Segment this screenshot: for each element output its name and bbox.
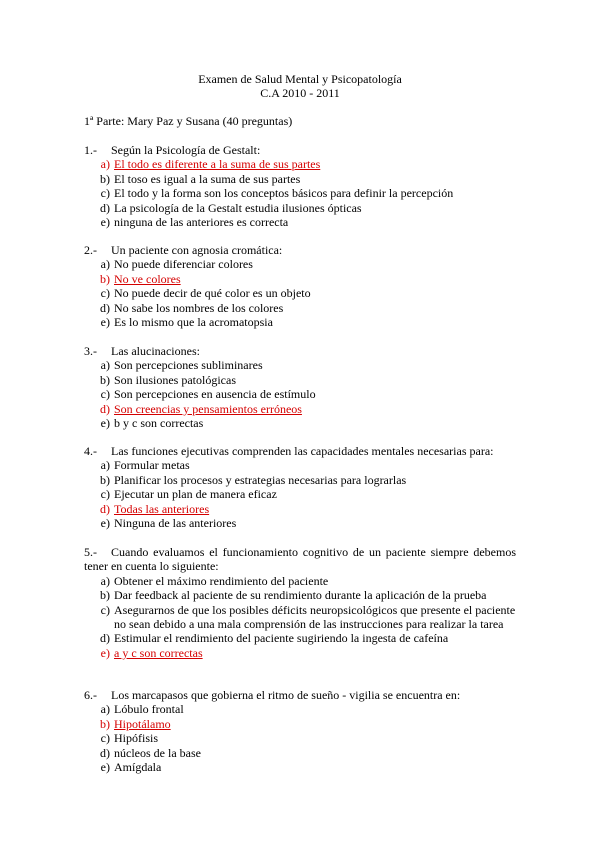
answer-text: Son percepciones en ausencia de estímulo <box>114 387 316 402</box>
answer-option <box>84 631 516 645</box>
answer-option <box>84 473 516 487</box>
question-number: 1.- <box>84 143 97 157</box>
answer-letter: e) <box>100 645 110 660</box>
question-text: Un paciente con agnosia cromática: <box>111 243 283 257</box>
answer-list <box>84 358 516 430</box>
answer-letter: d) <box>100 501 110 516</box>
answer-option <box>84 588 516 602</box>
exam-subtitle: C.A 2010 - 2011 <box>260 86 340 100</box>
answer-option <box>84 731 516 745</box>
answer-option <box>84 458 516 472</box>
answer-text: Ninguna de las anteriores <box>114 516 237 531</box>
answer-list <box>84 702 516 774</box>
answer-option <box>84 702 516 716</box>
answer-option <box>84 186 516 200</box>
answer-letter: c) <box>100 387 110 402</box>
question-title <box>84 444 516 458</box>
part-heading: 1ª Parte: Mary Paz y Susana (40 preguntas) <box>84 114 293 128</box>
answer-option <box>84 373 516 387</box>
answer-letter: d) <box>100 745 110 760</box>
question-3 <box>84 344 516 430</box>
answer-option <box>84 257 516 271</box>
answer-option <box>84 172 516 186</box>
answer-letter: a) <box>100 257 110 272</box>
answer-option <box>84 574 516 588</box>
answer-option-correct <box>84 272 516 286</box>
answer-text: No puede decir de qué color es un objeto <box>114 286 311 301</box>
answer-option-correct <box>84 717 516 731</box>
answer-option <box>84 215 516 229</box>
answer-text: a y c son correctas <box>114 645 203 660</box>
answer-list <box>84 458 516 530</box>
question-number: 2.- <box>84 243 97 257</box>
answer-letter: e) <box>100 315 110 330</box>
answer-letter: b) <box>100 271 110 286</box>
question-number: 5.- <box>84 545 97 559</box>
answer-option <box>84 358 516 372</box>
question-5 <box>84 545 516 660</box>
answer-letter: e) <box>100 416 110 431</box>
answer-text: Asegurarnos de que los posibles déficits neuropsicológicos que presente el paciente no sean debido a una mala comprensión de las instrucciones para realizar la tarea <box>114 602 516 632</box>
answer-option <box>84 487 516 501</box>
answer-text: La psicología de la Gestalt estudia ilusiones ópticas <box>114 200 362 215</box>
question-title <box>84 545 516 574</box>
answer-option <box>84 286 516 300</box>
answer-letter: a) <box>100 458 110 473</box>
answer-text: Todas las anteriores <box>114 501 210 516</box>
answer-option-correct <box>84 502 516 516</box>
answer-text: El toso es igual a la suma de sus partes <box>114 171 301 186</box>
answer-option-correct <box>84 402 516 416</box>
question-text: Los marcapasos que gobierna el ritmo de sueño - vigilia se encuentra en: <box>111 688 461 702</box>
answer-letter: d) <box>100 200 110 215</box>
answer-text: Dar feedback al paciente de su rendimiento durante la aplicación de la prueba <box>114 588 487 603</box>
answer-text: Estimular el rendimiento del paciente sugiriendo la ingesta de cafeína <box>114 631 449 646</box>
answer-letter: a) <box>100 358 110 373</box>
answer-letter: a) <box>100 157 110 172</box>
answer-text: Ejecutar un plan de manera eficaz <box>114 487 277 502</box>
answer-text: Amígdala <box>114 760 162 775</box>
answer-option <box>84 301 516 315</box>
answer-letter: b) <box>100 372 110 387</box>
answer-option <box>84 746 516 760</box>
question-1 <box>84 143 516 229</box>
answer-text: Lóbulo frontal <box>114 702 184 717</box>
answer-text: No sabe los nombres de los colores <box>114 300 284 315</box>
answer-option <box>84 516 516 530</box>
answer-letter: d) <box>100 401 110 416</box>
question-4 <box>84 444 516 530</box>
answer-option <box>84 603 516 632</box>
answer-text: Hipófisis <box>114 731 159 746</box>
answer-text: Son creencias y pensamientos erróneos <box>114 401 302 416</box>
answer-letter: c) <box>100 286 110 301</box>
answer-letter: e) <box>100 760 110 775</box>
question-title <box>84 344 516 358</box>
question-title <box>84 688 516 702</box>
answer-text: Hipotálamo <box>114 716 171 731</box>
answer-list <box>84 257 516 329</box>
answer-letter: c) <box>100 487 110 502</box>
answer-option <box>84 201 516 215</box>
question-text: Las alucinaciones: <box>111 344 200 358</box>
answer-option-correct <box>84 157 516 171</box>
answer-option <box>84 315 516 329</box>
answer-text: Formular metas <box>114 458 190 473</box>
question-title <box>84 143 516 157</box>
answer-list <box>84 157 516 229</box>
answer-letter: a) <box>100 573 110 588</box>
answer-text: Es lo mismo que la acromatopsia <box>114 315 273 330</box>
answer-letter: c) <box>100 602 110 617</box>
answer-option <box>84 387 516 401</box>
answer-text: Obtener el máximo rendimiento del paciente <box>114 573 329 588</box>
question-6 <box>84 688 516 774</box>
question-text: Según la Psicología de Gestalt: <box>111 143 261 157</box>
answer-text: No ve colores <box>114 271 181 286</box>
answer-letter: e) <box>100 215 110 230</box>
answer-text: No puede diferenciar colores <box>114 257 253 272</box>
answer-text: El todo es diferente a la suma de sus partes <box>114 157 321 172</box>
answer-option <box>84 760 516 774</box>
answer-letter: b) <box>100 171 110 186</box>
answer-text: núcleos de la base <box>114 745 201 760</box>
answer-letter: b) <box>100 716 110 731</box>
question-number: 4.- <box>84 444 97 458</box>
answer-text: ninguna de las anteriores es correcta <box>114 215 289 230</box>
question-2 <box>84 243 516 329</box>
answer-option <box>84 416 516 430</box>
answer-letter: d) <box>100 631 110 646</box>
answer-letter: c) <box>100 731 110 746</box>
question-text: Las funciones ejecutivas comprenden las capacidades mentales necesarias para: <box>111 444 494 458</box>
answer-text: Planificar los procesos y estrategias necesarias para lograrlas <box>114 472 407 487</box>
answer-list <box>84 574 516 660</box>
question-title <box>84 243 516 257</box>
answer-letter: c) <box>100 186 110 201</box>
answer-letter: b) <box>100 588 110 603</box>
answer-letter: a) <box>100 702 110 717</box>
question-number: 3.- <box>84 344 97 358</box>
question-number: 6.- <box>84 688 97 702</box>
answer-letter: d) <box>100 300 110 315</box>
answer-text: El todo y la forma son los conceptos básicos para definir la percepción <box>114 186 454 201</box>
answer-text: Son ilusiones patológicas <box>114 372 236 387</box>
answer-letter: b) <box>100 472 110 487</box>
question-text: Cuando evaluamos el funcionamiento cognitivo de un paciente siempre debemos tener en cuenta lo siguiente: <box>84 545 516 574</box>
answer-text: Son percepciones subliminares <box>114 358 263 373</box>
exam-title: Examen de Salud Mental y Psicopatología <box>198 72 402 86</box>
answer-text: b y c son correctas <box>114 416 204 431</box>
answer-letter: e) <box>100 516 110 531</box>
answer-option-correct <box>84 646 516 660</box>
